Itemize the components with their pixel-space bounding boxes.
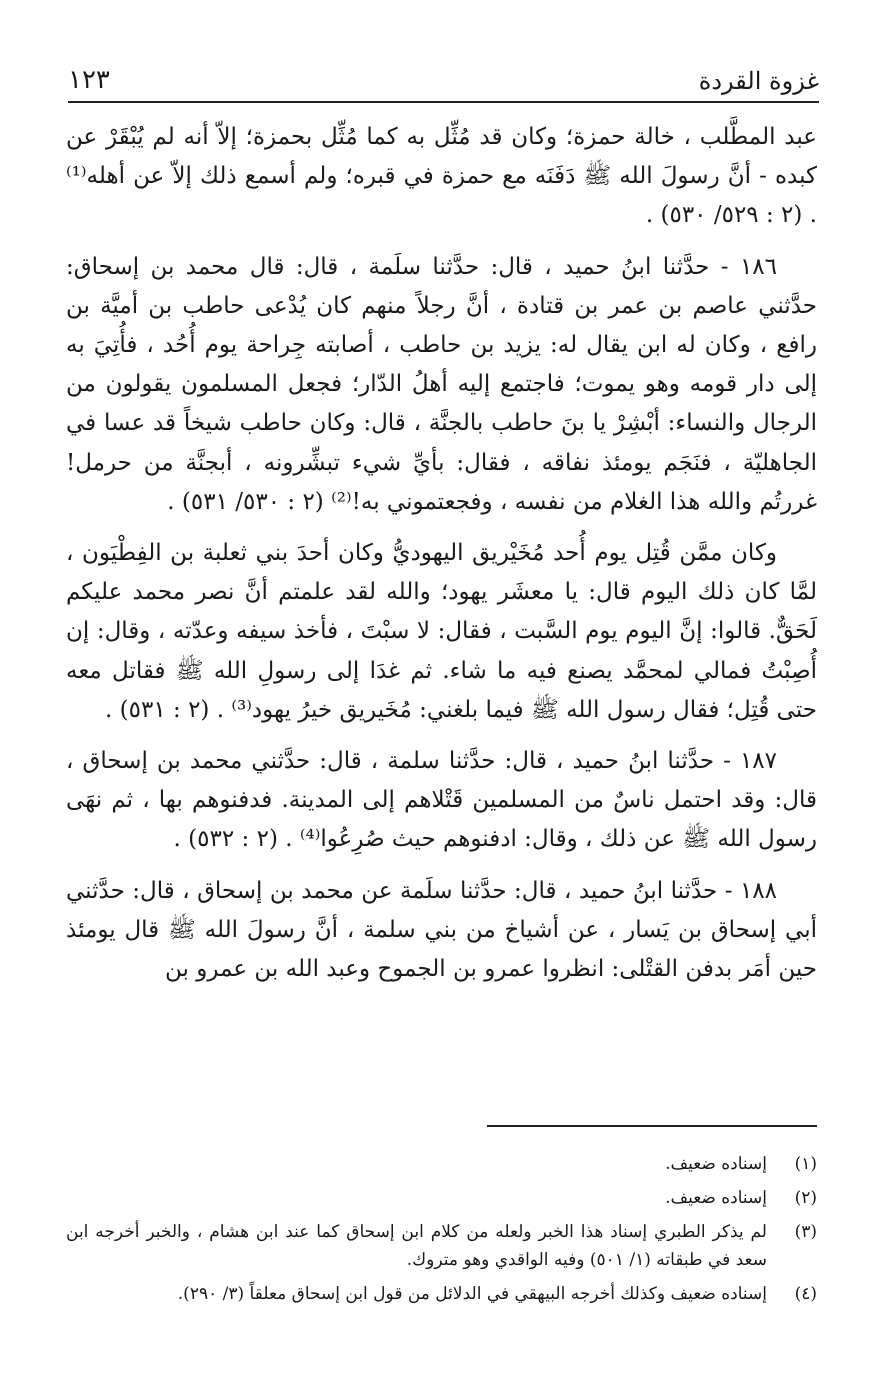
footnote-text: لم يذكر الطبري إسناد هذا الخبر ولعله من كلام ابن إسحاق كما عند ابن هشام ، والخبر أخرجه ابن سعد في طبقاته (١/ ٥٠١) وفيه الواقدي وهو متروك. <box>66 1222 767 1270</box>
main-text <box>66 118 817 1001</box>
footnote-text: إسناده ضعيف. <box>665 1154 767 1174</box>
paragraph-hadith-188: ١٨٨ - حدَّثنا ابنُ حميد ، قال: حدَّثنا سلَمة عن محمد بن إسحاق ، قال: حدَّثني أبي إسحاق بن يَسار ، عن أشياخ من بني سلمة ، أنَّ رسولَ الله ﷺ قال يومئذ حين أمَر بدفن القتْلى: انظروا عمرو بن الجموح وعبد الله بن عمرو بن <box>66 877 817 983</box>
footnote <box>66 1184 817 1212</box>
paragraph-continuation: عبد المطَّلب ، خالة حمزة؛ وكان قد مُثِّل به كما مُثِّل بحمزة؛ إلاّ أنه لم يُبْقَرْ عن كبده - أنَّ رسولَ الله ﷺ دَفَنَه مع حمزة في قبره؛ ولم أسمع ذلك إلاّ عن أهله⁽¹⁾ . (٢ : ٥٢٩/ ٥٣٠) . <box>66 124 817 229</box>
footnote-text: إسناده ضعيف. <box>665 1188 767 1208</box>
paragraph-hadith-186: ١٨٦ - حدَّثنا ابنُ حميد ، قال: حدَّثنا سلَمة ، قال: قال محمد بن إسحاق: حدَّثني عاصم بن عمر بن قتادة ، أنَّ رجلاً منهم كان يُدْعى حاطب بن أميَّة بن رافع ، وكان له ابن يقال له: يزيد بن حاطب ، أصابته جِراحة يوم أُحُد ، فأُتِيَ به إلى دار قومه وهو يموت؛ فاجتمع إليه أهلُ الدّار؛ فجعل المسلمون يقولون من الرجال والنساء: أبْشِرْ يا بنَ حاطب بالجنَّة ، قال: وكان حاطب شيخاً قد عسا في الجاهليّة ، فنَجَم يومئذ نفاقه ، فقال: بأيِّ شيء تبشِّرونه ، أبجنَّة من حرمل! غررتُم والله هذا الغلام من نفسه ، وفجعتموني به!⁽²⁾ (٢ : ٥٣٠/ ٥٣١) . <box>66 253 817 515</box>
footnote-number: (٣) <box>794 1222 817 1242</box>
footnote-divider <box>487 1125 817 1127</box>
footnote <box>66 1218 817 1274</box>
footnote-number: (١) <box>794 1154 817 1174</box>
footnote-number: (٤) <box>794 1284 817 1304</box>
footnote-text: إسناده ضعيف وكذلك أخرجه البيهقي في الدلائل من قول ابن إسحاق معلقاً (٣/ ٢٩٠). <box>177 1284 767 1304</box>
footnote <box>66 1150 817 1178</box>
footnotes <box>66 1150 817 1314</box>
chapter-title: غزوة القردة <box>698 67 819 95</box>
paragraph-mukhayriq: وكان ممَّن قُتِل يوم أُحد مُخَيْريق اليهوديُّ وكان أحدَ بني ثعلبة بن الفِطْيَون ، لمَّا كان ذلك اليوم قال: يا معشَر يهود؛ والله لقد علمتم أنَّ نصر محمد عليكم لَحَقٌّ. قالوا: إنَّ اليوم يوم السَّبت ، فقال: لا سبْتَ ، فأخذ سيفه وعدّته ، وقال: إن أُصِبْتُ فمالي لمحمَّد يصنع فيه ما شاء. ثم غدَا إلى رسولِ الله ﷺ فقاتل معه حتى قُتِل؛ فقال رسول الله ﷺ فيما بلغني: مُخَيريق خيرُ يهود⁽³⁾ . (٢ : ٥٣١) . <box>66 540 817 723</box>
paragraph-hadith-187: ١٨٧ - حدَّثنا ابنُ حميد ، قال: حدَّثنا سلمة ، قال: حدَّثني محمد بن إسحاق ، قال: وقد احتمل ناسٌ من المسلمين قَتْلاهم إلى المدينة. فدفنوهم بها ، ثم نهَى رسول الله ﷺ عن ذلك ، وقال: ادفنوهم حيث صُرِعُوا⁽⁴⁾ . (٢ : ٥٣٢) . <box>66 748 817 853</box>
footnote <box>66 1280 817 1308</box>
page-number: ١٢٣ <box>68 65 110 95</box>
running-header <box>68 55 819 103</box>
footnote-number: (٢) <box>794 1188 817 1208</box>
